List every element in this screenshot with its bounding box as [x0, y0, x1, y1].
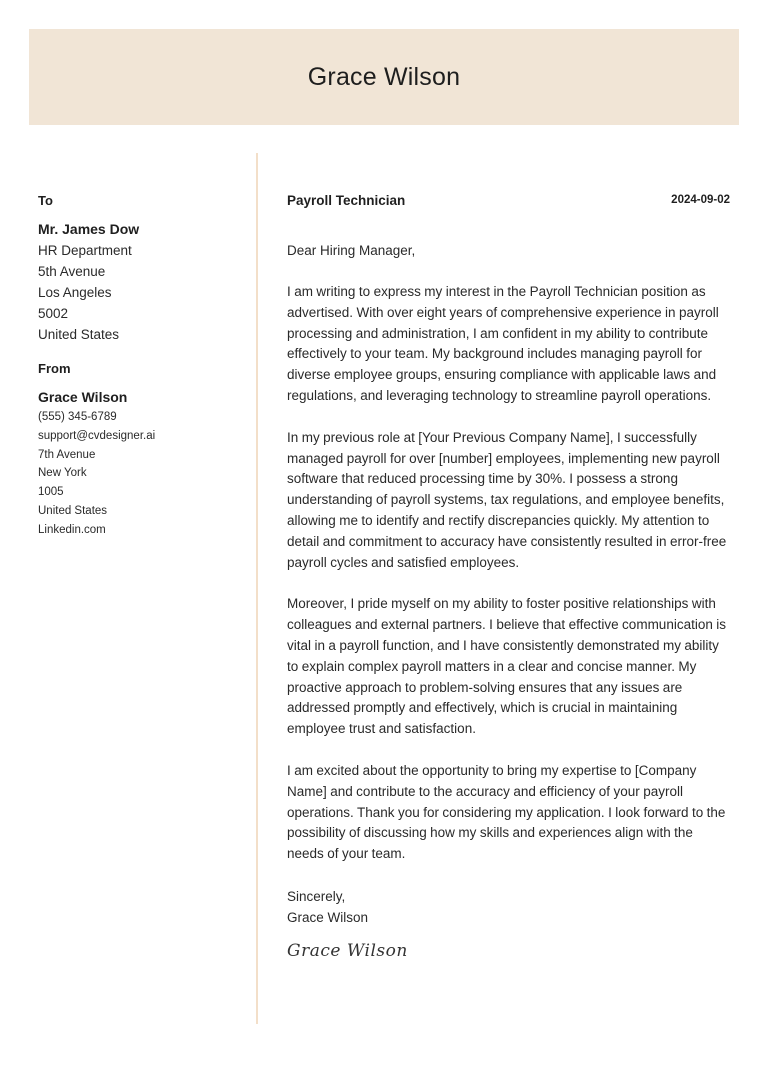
sender-street: 7th Avenue	[38, 448, 96, 461]
recipient-department: HR Department	[38, 243, 132, 258]
sender-email: support@cvdesigner.ai	[38, 429, 156, 442]
column-divider	[256, 153, 258, 1024]
letter-date: 2024-09-02	[671, 194, 730, 206]
sender-city: New York	[38, 467, 87, 480]
sender-label: From	[38, 361, 71, 376]
closing: Sincerely,	[287, 888, 346, 904]
sender-name: Grace Wilson	[38, 389, 128, 405]
recipient-postal-code: 5002	[38, 306, 69, 321]
salutation: Dear Hiring Manager,	[287, 243, 416, 258]
recipient-label: To	[38, 193, 53, 208]
page-title: Grace Wilson	[307, 62, 461, 91]
recipient-street: 5th Avenue	[38, 264, 106, 279]
letter-header	[287, 190, 730, 212]
paragraph: I am writing to express my interest in the Payroll Technician position as advertised. With over eight years of comprehensive experience in payroll processing and administration, I am confident in my ability to contribute effectively to your team. My background includes managing payroll for diverse employee groups, ensuring compliance with applicable laws and regulations, and leveraging technology to streamline payroll operations.	[287, 284, 719, 403]
contact-column	[38, 190, 243, 540]
sender-linkedin: Linkedin.com	[38, 523, 106, 536]
recipient-name: Mr. James Dow	[38, 221, 140, 237]
sender-postal-code: 1005	[38, 486, 64, 499]
recipient-city: Los Angeles	[38, 285, 112, 300]
job-title: Payroll Technician	[287, 193, 406, 208]
sender-phone: (555) 345-6789	[38, 411, 117, 423]
closing-name: Grace Wilson	[287, 909, 369, 925]
closing-block	[287, 886, 730, 928]
paragraph: I am excited about the opportunity to bring my expertise to [Company Name] and contribute to the accuracy and efficiency of your payroll operations. Thank you for considering my application. I look forward to the possibility of discussing how my skills and experiences align with the needs of your team.	[287, 762, 726, 862]
paragraph: Moreover, I pride myself on my ability to foster positive relationships with colleagues and external partners. I believe that effective communication is vital in a payroll function, and I have consistently demonstrated my ability to explain complex payroll matters in a clear and concise manner. My proactive approach to problem-solving ensures that any issues are addressed promptly and effectively, which is crucial in maintaining employee trust and satisfaction.	[287, 596, 727, 737]
header-banner	[29, 29, 739, 125]
letter-body	[287, 190, 730, 961]
sender-country: United States	[38, 504, 108, 517]
recipient-country: United States	[38, 327, 120, 342]
signature: Grace Wilson	[287, 940, 408, 961]
paragraph: In my previous role at [Your Previous Company Name], I successfully managed payroll for over [number] employees, implementing new payroll software that reduced processing time by 30%. I possess a strong understanding of payroll systems, tax regulations, and employee benefits, allowing me to identify and rectify discrepancies quickly. My attention to detail and commitment to accuracy have consistently resulted in error-free payroll cycles and satisfied employees.	[287, 429, 727, 570]
